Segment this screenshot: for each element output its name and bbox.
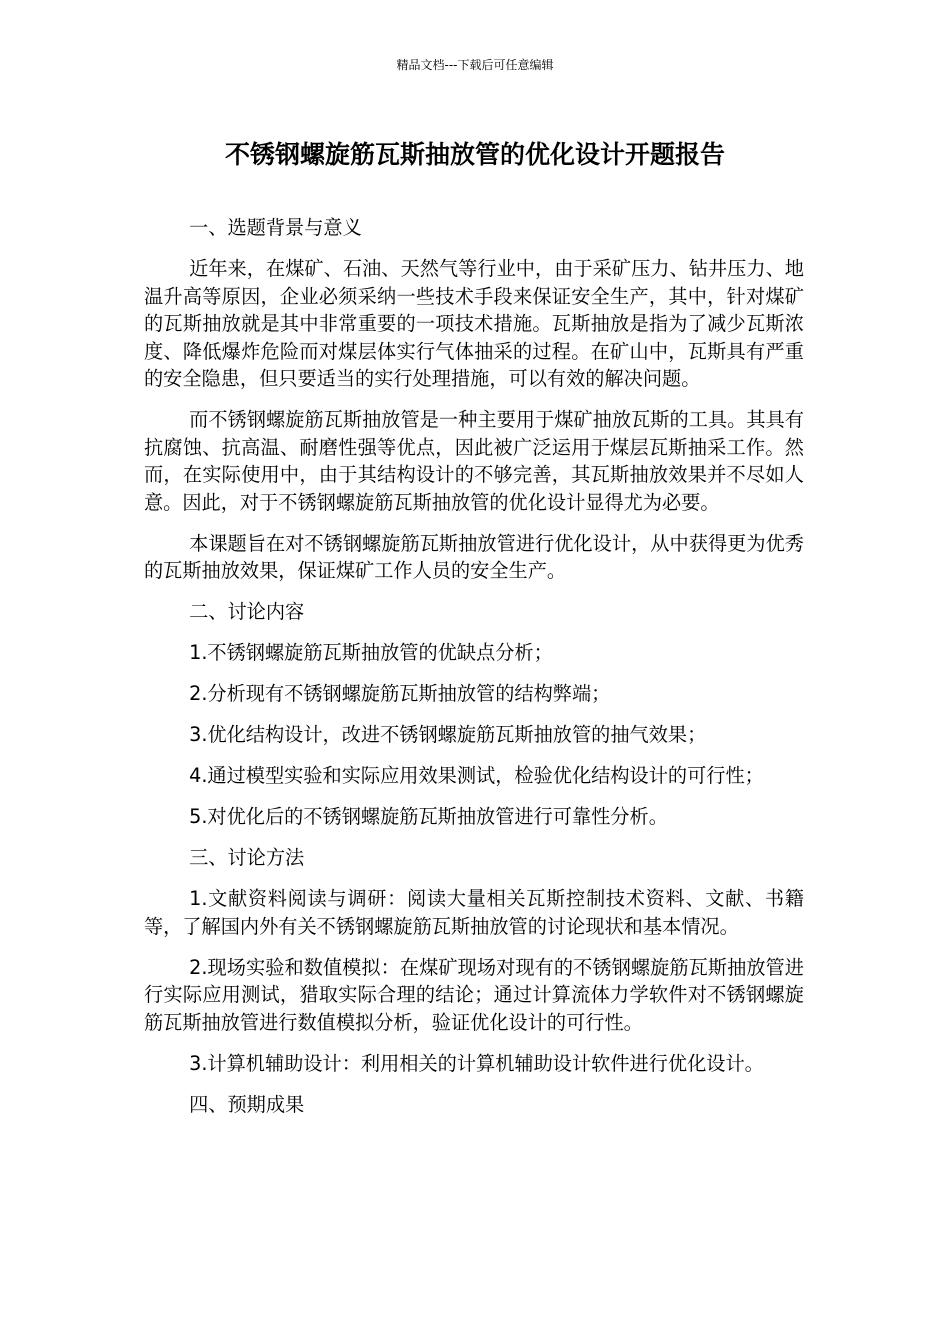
list-item-content-2: 2.分析现有不锈钢螺旋筋瓦斯抽放管的结构弊端；	[189, 682, 611, 705]
list-item-content-3: 3.优化结构设计，改进不锈钢螺旋筋瓦斯抽放管的抽气效果；	[189, 723, 707, 746]
list-item-content-5: 5.对优化后的不锈钢螺旋筋瓦斯抽放管进行可靠性分析。	[189, 805, 668, 828]
list-item-method-3: 3.计算机辅助设计：利用相关的计算机辅助设计软件进行优化设计。	[189, 1051, 764, 1075]
paragraph-background-3: 本课题旨在对不锈钢螺旋筋瓦斯抽放管进行优化设计，从中获得更为优秀的瓦斯抽放效果，保证煤矿工作人员的安全生产。	[144, 531, 804, 582]
list-item-content-4: 4.通过模型实验和实际应用效果测试，检验优化结构设计的可行性；	[189, 764, 764, 787]
header-note: 精品文档---下载后可任意编辑	[396, 58, 554, 72]
paragraph-background-2: 而不锈钢螺旋筋瓦斯抽放管是一种主要用于煤矿抽放瓦斯的工具。其具有抗腐蚀、抗高温、耐磨性强等优点，因此被广泛运用于煤层瓦斯抽采工作。然而，在实际使用中，由于其结构设计的不够完善，其瓦斯抽放效果并不尽如人意。因此，对于不锈钢螺旋筋瓦斯抽放管的优化设计显得尤为必要。	[144, 408, 804, 514]
paragraph-background-1: 近年来，在煤矿、石油、天然气等行业中，由于采矿压力、钻井压力、地温升高等原因，企业必须采纳一些技术手段来保证安全生产，其中，针对煤矿的瓦斯抽放就是其中非常重要的一项技术措施。瓦斯抽放是指为了减少瓦斯浓度、降低爆炸危险而对煤层体实行气体抽采的过程。在矿山中，瓦斯具有严重的安全隐患，但只要适当的实行处理措施，可以有效的解决问题。	[144, 257, 804, 390]
list-item-method-1: 1.文献资料阅读与调研：阅读大量相关瓦斯控制技术资料、文献、书籍等，了解国内外有关不锈钢螺旋筋瓦斯抽放管的讨论现状和基本情况。	[144, 887, 804, 938]
section-heading-background: 一、选题背景与意义	[189, 216, 362, 239]
section-heading-methods: 三、讨论方法	[189, 846, 305, 869]
section-heading-content: 二、讨论内容	[189, 600, 305, 623]
section-heading-outcomes: 四、预期成果	[189, 1092, 305, 1116]
document-title: 不锈钢螺旋筋瓦斯抽放管的优化设计开题报告	[224, 140, 725, 169]
list-item-content-1: 1.不锈钢螺旋筋瓦斯抽放管的优缺点分析；	[189, 641, 553, 664]
document-body	[144, 214, 804, 1132]
list-item-method-2: 2.现场实验和数值模拟：在煤矿现场对现有的不锈钢螺旋筋瓦斯抽放管进行实际应用测试，猎取实际合理的结论；通过计算流体力学软件对不锈钢螺旋筋瓦斯抽放管进行数值模拟分析，验证优化设计的可行性。	[144, 955, 804, 1034]
